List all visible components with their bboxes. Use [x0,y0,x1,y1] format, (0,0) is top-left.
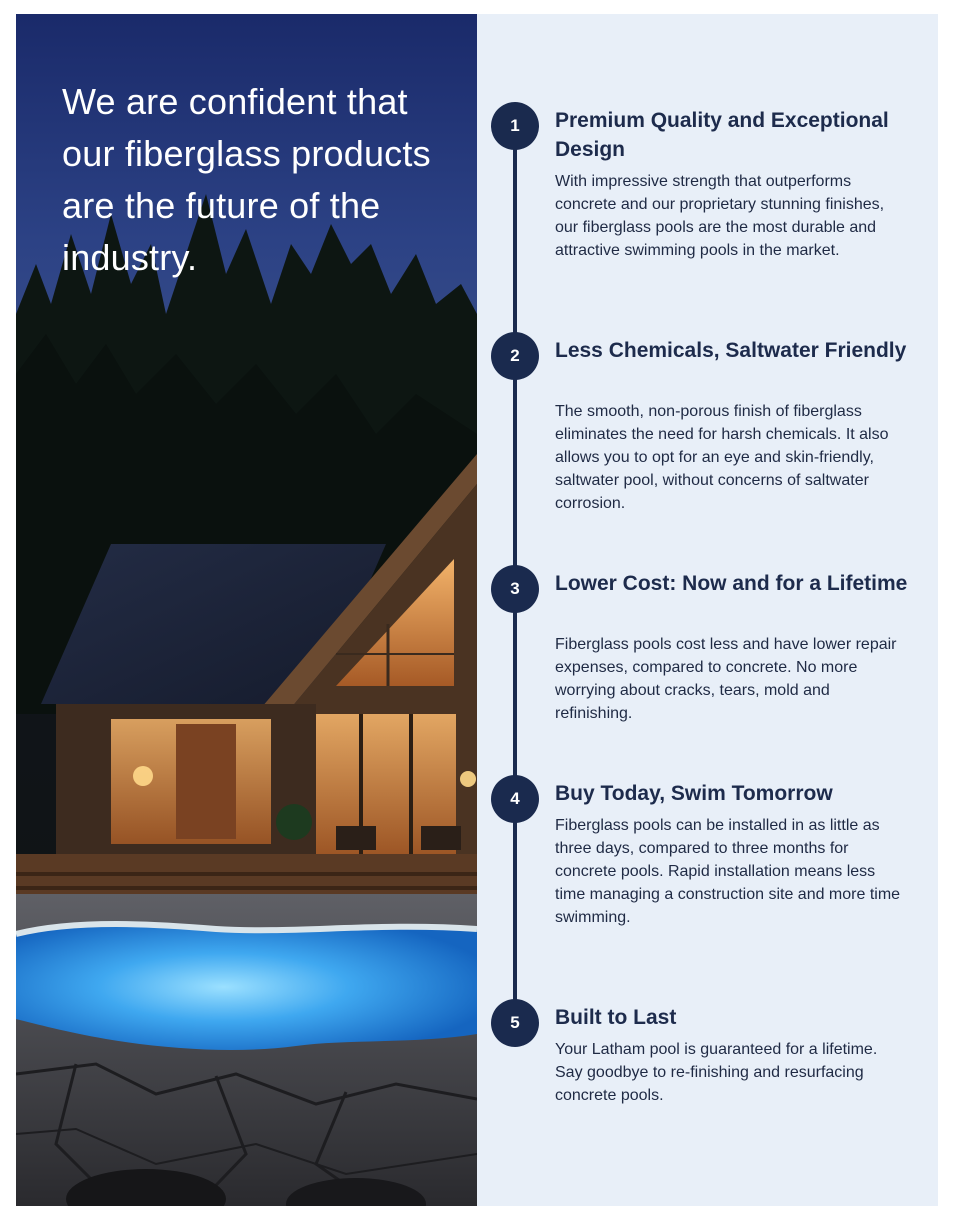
feature-description: The smooth, non-porous finish of fiberglass eliminates the need for harsh chemicals. It also allows you to opt for an eye and skin-friendly, saltwater pool, without concerns of saltwater corrosion. [555,403,889,512]
house-pool-photo [16,14,477,1206]
feature-title: Built to Last [555,1006,677,1029]
step-number-badge: 3 [491,565,539,613]
feature-title: Lower Cost: Now and for a Lifetime [555,572,908,595]
feature-description: Fiberglass pools can be installed in as little as three days, compared to three months for concrete pools. Rapid installation means less time managing a construction site and more time swimming. [555,817,901,926]
feature-description: With impressive strength that outperforms concrete and our proprietary stunning finishes, our fiberglass pools are the most durable and attractive swimming pools in the market. [555,173,885,259]
feature-title: Premium Quality and Exceptional Design [555,109,889,161]
step-number-badge: 2 [491,332,539,380]
feature-description: Your Latham pool is guaranteed for a lifetime. Say goodbye to re-finishing and resurfacing concrete pools. [555,1041,878,1104]
step-number-badge: 4 [491,775,539,823]
feature-title: Buy Today, Swim Tomorrow [555,782,833,805]
headline: We are confident that our fiberglass products are the future of the industry. [62,81,431,278]
feature-description: Fiberglass pools cost less and have lower repair expenses, compared to concrete. No more worrying about cracks, tears, mold and refinishing. [555,636,897,722]
step-number-badge: 1 [491,102,539,150]
step-number-badge: 5 [491,999,539,1047]
feature-title: Less Chemicals, Saltwater Friendly [555,339,907,362]
brochure-page [16,14,938,1206]
features-panel [477,14,938,1206]
